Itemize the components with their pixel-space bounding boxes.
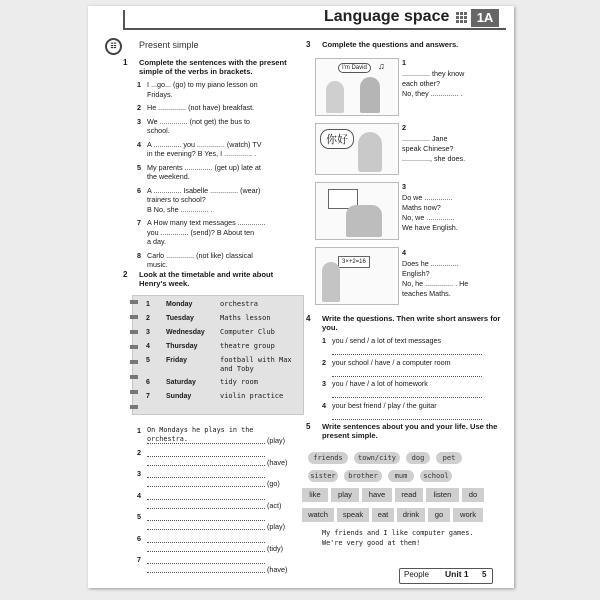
classroom-picture [315, 182, 399, 240]
word-chip: school [420, 470, 452, 482]
ex2-answer-number: 5 [137, 512, 141, 521]
ex1-item-number: 6 [137, 185, 141, 195]
speech-bubble: I'm David [338, 63, 371, 73]
ex4-item-number: 1 [322, 336, 326, 345]
section-title: Present simple [139, 40, 199, 50]
verb-box: eat [372, 508, 394, 522]
ex1-item-line[interactable]: I ...go... (go) to my piano lesson on [147, 80, 258, 89]
verb-box: play [331, 488, 359, 502]
verb-box: drink [397, 508, 425, 522]
grid-icon [456, 12, 468, 24]
timetable-day: Saturday [166, 379, 196, 386]
ex4-item-prompt: you / send / a lot of text messages [332, 336, 442, 345]
ex2-answer-line2[interactable] [147, 571, 265, 573]
ex2-answer-line2[interactable] [147, 507, 265, 509]
ex1-item-line[interactable]: music. [147, 260, 168, 269]
timetable-number: 1 [146, 301, 150, 308]
ex1-item-line[interactable]: We .............. (not get) the bus to [147, 116, 250, 126]
ex4-answer-line[interactable] [332, 375, 482, 377]
ex1-item-line[interactable]: the weekend. [147, 172, 190, 181]
ex2-answer-line[interactable] [147, 455, 265, 457]
ex4-item-number: 3 [322, 379, 326, 388]
timetable-activity: football with Max and Toby [220, 356, 292, 373]
ex3-item-line[interactable]: Do we .............. [402, 193, 453, 202]
teacher-figure [322, 262, 340, 302]
timetable-day: Monday [166, 301, 193, 308]
girl-figure [358, 132, 382, 172]
word-chip: sister [308, 470, 338, 482]
verb-box: do [462, 488, 484, 502]
ex3-item-line[interactable]: .............. they know [402, 69, 465, 78]
ex1-item-number: 3 [137, 116, 141, 126]
ex2-answer-verb: (have) [267, 457, 288, 467]
ex3-item-line[interactable]: teaches Maths. [402, 289, 451, 298]
ex4-answer-line[interactable] [332, 353, 482, 355]
ex3-item-number: 1 [402, 58, 406, 67]
ex2-answer-line2[interactable] [147, 442, 265, 444]
timetable-activity: violin practice [220, 392, 284, 400]
ex3-item-number: 4 [402, 248, 406, 257]
timetable-activity: orchestra [220, 300, 258, 308]
ex3-item-line[interactable]: No, he .............. . He [402, 279, 469, 288]
ex1-item-number: 4 [137, 139, 141, 149]
board-equation: 3×+2=16 [338, 256, 370, 268]
teacher-picture [315, 247, 399, 305]
notepad-spiral [130, 300, 138, 410]
ex1-item-line[interactable]: A .............. Isabelle .............. (wear) [147, 185, 261, 195]
word-chip: brother [344, 470, 382, 482]
ex2-answer-number: 2 [137, 447, 141, 457]
timetable-day: Wednesday [166, 329, 205, 336]
word-chip: dog [406, 452, 430, 464]
ex1-item-number: 8 [137, 250, 141, 260]
ex3-item-line[interactable]: .............., she does. [402, 154, 466, 163]
header-line [123, 28, 506, 30]
ex1-item-line[interactable]: B No, she .............. . [147, 204, 213, 214]
ex3-item-line[interactable]: No, they .............. . [402, 89, 463, 98]
timetable-day: Tuesday [166, 315, 194, 322]
timetable-activity: tidy room [220, 378, 258, 386]
ex4-answer-line[interactable] [332, 418, 482, 420]
verb-box: speak [337, 508, 369, 522]
verb-box: like [302, 488, 328, 502]
ex4-item-prompt: your best friend / play / the guitar [332, 400, 437, 410]
timetable-number: 4 [146, 343, 150, 350]
ex2-answer-line[interactable] [147, 541, 265, 543]
ex5-number: 5 [306, 422, 311, 431]
ex2-answer-number: 1 [137, 426, 141, 435]
students-figure [346, 205, 382, 237]
verb-box: have [362, 488, 392, 502]
ex3-item-line[interactable]: .............. Jane [402, 134, 448, 143]
verb-box: watch [302, 508, 334, 522]
ex1-item-line[interactable]: My parents .............. (get up) late at [147, 162, 261, 172]
ex4-number: 4 [306, 314, 311, 323]
ex2-answer-number: 7 [137, 555, 141, 564]
ex1-item-line[interactable]: A .............. you .............. (watch) TV [147, 139, 262, 149]
ex2-answer-text[interactable]: On Mondays he plays in the orchestra. [147, 426, 254, 443]
ex2-answer-line[interactable] [147, 498, 265, 500]
ex4-item-number: 2 [322, 357, 326, 367]
ex3-number: 3 [306, 40, 311, 49]
word-chip: friends [308, 452, 348, 464]
verb-box: listen [426, 488, 459, 502]
timetable-number: 5 [146, 357, 150, 364]
page-number: 5 [482, 570, 487, 579]
word-chip: pet [436, 452, 462, 464]
ex1-item-number: 1 [137, 80, 141, 89]
word-chip: town/city [354, 452, 400, 464]
ex2-answer-number: 6 [137, 533, 141, 543]
ex3-item-line[interactable]: Does he .............. [402, 259, 459, 268]
page-title: Language space [324, 8, 450, 25]
ex3-item-line[interactable]: speak Chinese? [402, 144, 454, 153]
ex1-item-line[interactable]: in the evening? B Yes, I .............. . [147, 149, 257, 158]
boys-meeting-picture [315, 58, 399, 116]
verb-box: read [395, 488, 423, 502]
ex3-item-line[interactable]: each other? [402, 79, 440, 88]
ex2-instructions: Look at the timetable and write about Henry's week. [139, 270, 274, 288]
timetable-day: Thursday [166, 343, 198, 350]
footer-unit: Unit 1 [445, 569, 469, 579]
boy-figure-2 [360, 77, 380, 113]
timetable-number: 6 [146, 379, 150, 386]
ex1-instructions: Complete the sentences with the present simple of the verbs in brackets. [139, 58, 287, 76]
timetable-number: 2 [146, 315, 150, 322]
chinese-bubble: 你好 [320, 129, 354, 149]
timetable-number: 3 [146, 329, 150, 336]
ex4-item-prompt: your school / have / a computer room [332, 357, 451, 367]
ex1-item-line[interactable]: Carlo .............. (not like) classical [147, 250, 253, 260]
ex1-item-line[interactable]: He .............. (not have) breakfast. [147, 103, 255, 112]
girl-speaking-picture [315, 123, 399, 175]
ex3-item-line[interactable]: Maths now? [402, 203, 441, 212]
timetable-activity: Computer Club [220, 328, 275, 336]
workbook-page [88, 6, 514, 588]
ex2-answer-verb: (have) [267, 565, 288, 574]
ex4-instructions: Write the questions. Then write short answers for you. [322, 314, 501, 332]
verb-box: work [453, 508, 483, 522]
ex2-answer-line2[interactable] [147, 464, 265, 466]
ex1-item-line[interactable]: Fridays. [147, 89, 173, 99]
ex1-item-line[interactable]: you .............. (send)? B About ten [147, 227, 255, 237]
example-line-2: We're very good at them! [322, 539, 421, 547]
ex3-instructions: Complete the questions and answers. [322, 40, 459, 49]
ex3-item-number: 2 [402, 123, 406, 132]
ex2-number: 2 [123, 270, 128, 279]
ex1-item-line[interactable]: school. [147, 126, 170, 135]
ex2-answer-line[interactable] [147, 519, 265, 521]
ex5-instructions: Write sentences about you and your life. Use the present simple. [322, 422, 498, 440]
ex4-answer-line[interactable] [332, 396, 482, 398]
verb-boxes [302, 488, 502, 524]
ex2-answer-verb: (act) [267, 500, 282, 510]
word-chips [308, 452, 508, 484]
example-line-1: My friends and I like computer games. [322, 529, 474, 537]
ex2-answer-verb: (go) [267, 479, 280, 488]
timetable-number: 7 [146, 393, 150, 400]
music-note-icon: ♫ [378, 61, 385, 71]
ex2-answer-number: 3 [137, 469, 141, 478]
ex4-item-number: 4 [322, 400, 326, 410]
ex2-answer-line[interactable] [147, 476, 265, 478]
ex2-answer-verb: (play) [267, 522, 285, 531]
ex4-item-prompt: you / have / a lot of homework [332, 379, 428, 388]
ex2-answer-number: 4 [137, 490, 141, 500]
ex2-answer-line[interactable] [147, 562, 265, 564]
ex2-answer-line2[interactable] [147, 550, 265, 552]
timetable-activity: theatre group [220, 342, 275, 350]
ex2-answer-verb: (play) [267, 436, 285, 445]
timetable-day: Friday [166, 357, 188, 364]
ex1-item-line[interactable]: A How many text messages .............. [147, 218, 266, 227]
ex2-answer-verb: (tidy) [267, 543, 283, 553]
ex3-item-line[interactable]: We have English. [402, 223, 458, 232]
word-chip: mum [388, 470, 414, 482]
ex2-answer-line2[interactable] [147, 485, 265, 487]
verb-box: go [428, 508, 450, 522]
ex3-item-line[interactable]: No, we .............. [402, 213, 455, 222]
ex1-item-number: 7 [137, 218, 141, 227]
ex3-item-line[interactable]: English? [402, 269, 430, 278]
boy-figure-1 [326, 81, 344, 113]
header-rule [123, 10, 125, 30]
grammar-icon: ☷ [105, 38, 122, 55]
ex2-answer-line2[interactable] [147, 528, 265, 530]
ex1-item-number: 2 [137, 103, 141, 112]
timetable-activity: Maths lesson [220, 314, 271, 322]
ex3-item-number: 3 [402, 182, 406, 191]
ex1-item-number: 5 [137, 162, 141, 172]
unit-badge: 1A [471, 9, 499, 27]
ex1-number: 1 [123, 58, 128, 67]
ex1-item-line[interactable]: a day. [147, 237, 167, 246]
ex1-item-line[interactable]: trainers to school? [147, 195, 206, 204]
footer-topic: People [404, 570, 429, 579]
timetable-day: Sunday [166, 393, 192, 400]
